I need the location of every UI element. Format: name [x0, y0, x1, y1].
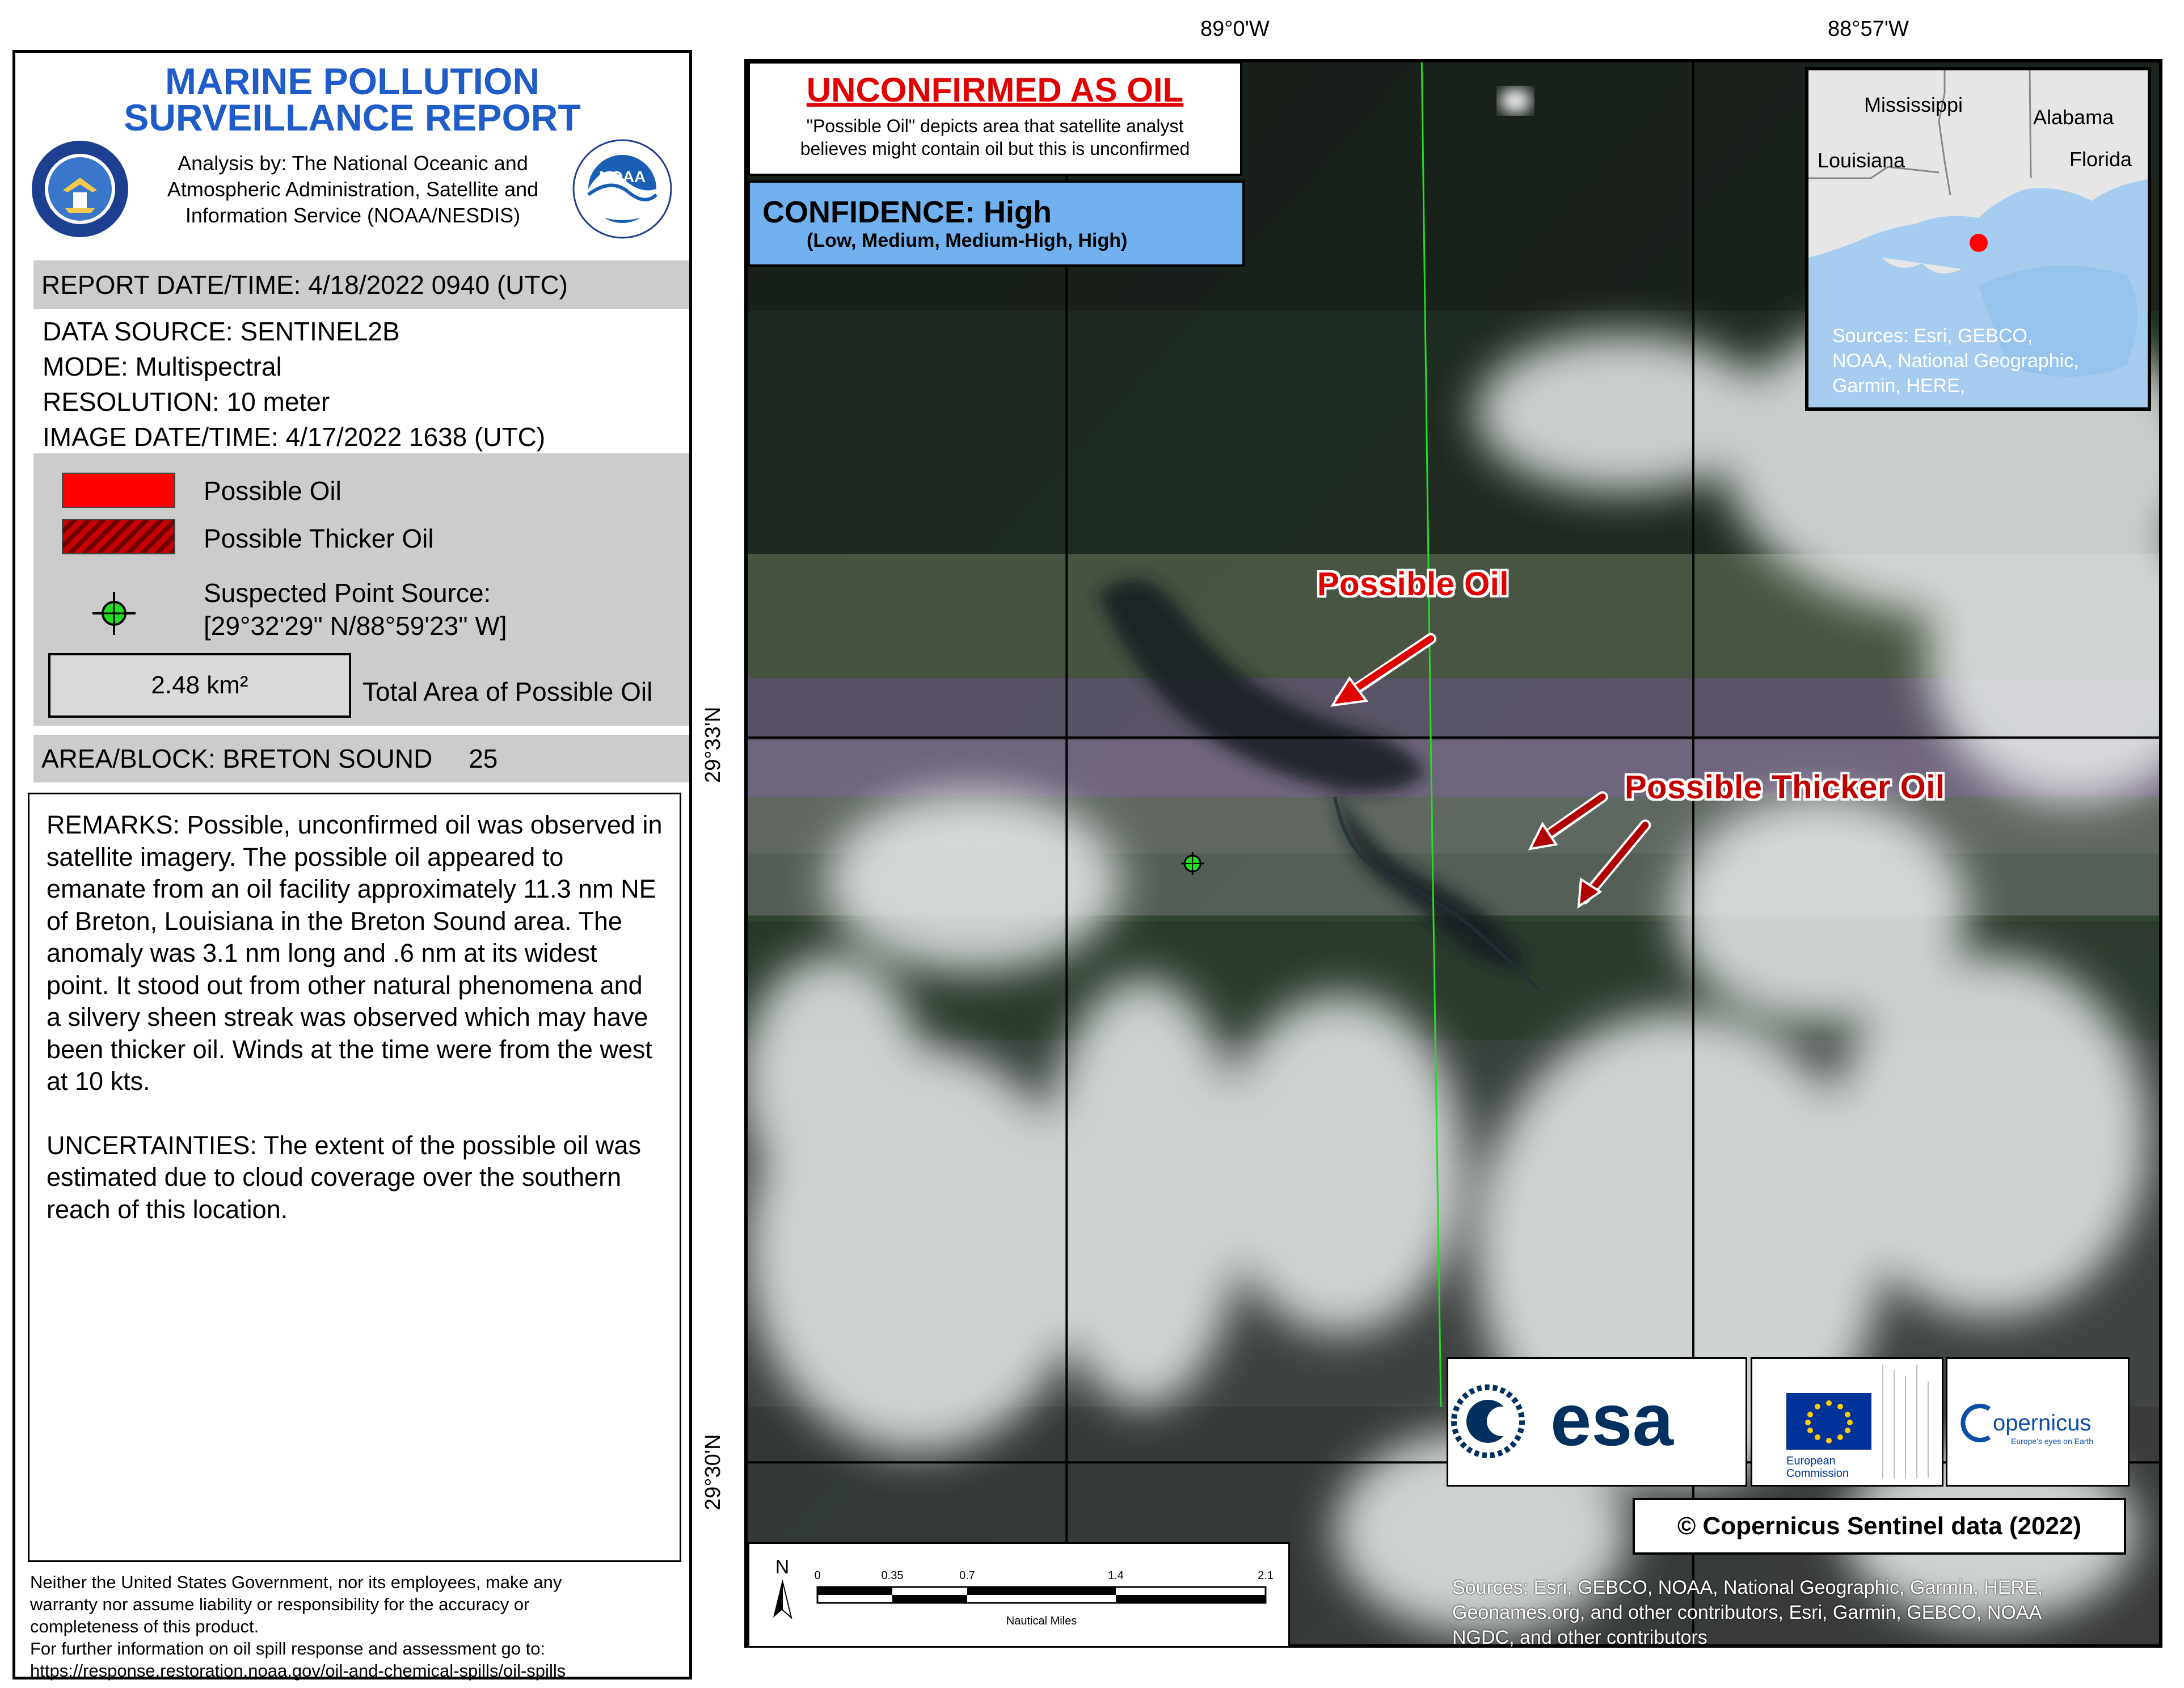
- disclaimer: [30, 1571, 682, 1682]
- disclaimer-line: For further information on oil spill response and assessment go to:: [30, 1639, 546, 1658]
- ec-logo-line1: European: [1786, 1455, 1836, 1467]
- lat-label-29-30: 29°30'N: [701, 1434, 725, 1510]
- esa-logo-text: esa: [1550, 1378, 1673, 1461]
- copernicus-logo-graphic: [1947, 1359, 2128, 1485]
- noaa-logo-text: NOAA: [598, 168, 646, 186]
- copernicus-logo: [1946, 1357, 2130, 1487]
- image-metadata: [43, 314, 545, 454]
- area-block: [33, 735, 689, 782]
- unconfirmed-notice: [748, 61, 1242, 176]
- ec-logo-graphic: [1752, 1359, 1942, 1485]
- possible-thicker-oil-callout: Possible Thicker Oil: [1625, 769, 1945, 806]
- total-area-value: 2.48 km²: [48, 653, 351, 718]
- european-commission-logo: [1751, 1357, 1943, 1487]
- thicker-oil-swatch: [62, 519, 175, 554]
- crosshair-icon: [90, 590, 138, 637]
- total-area-label: Total Area of Possible Oil: [362, 677, 653, 706]
- inset-sources-line: NOAA, National Geographic,: [1832, 350, 2079, 372]
- point-source-label: Suspected Point Source:: [204, 578, 491, 608]
- disclaimer-line: Neither the United States Government, nor its employees, make any: [30, 1572, 562, 1592]
- area-block-text: AREA/BLOCK: BRETON SOUND 25: [41, 744, 498, 773]
- confidence-panel: [748, 180, 1245, 267]
- inset-label-florida: Florida: [2069, 148, 2132, 171]
- point-source-coords: [29°32'29" N/88°59'23" W]: [204, 611, 507, 641]
- scale-units: Nautical Miles: [1006, 1615, 1077, 1627]
- scale-tick-0: 0: [814, 1569, 821, 1582]
- inset-sources-line: Sources: Esri, GEBCO,: [1832, 325, 2033, 347]
- inset-label-louisiana: Louisiana: [1818, 149, 1905, 172]
- analysis-line: Information Service (NOAA/NESDIS): [185, 204, 521, 227]
- noaa-logo-icon: [571, 138, 673, 240]
- remarks: [28, 793, 681, 1562]
- confidence-title: CONFIDENCE: High: [762, 195, 1052, 229]
- unconfirmed-note: [750, 115, 1240, 160]
- analysis-line: Analysis by: The National Oceanic and: [178, 151, 528, 175]
- unconfirmed-note-line: believes might contain oil but this is unconfirmed: [800, 138, 1190, 159]
- scale-tick-4: 2.1: [1258, 1569, 1274, 1582]
- inset-sources: [1832, 323, 2139, 398]
- mode: MODE: Multispectral: [43, 352, 282, 381]
- locator-inset-map[interactable]: [1805, 67, 2151, 411]
- lon-label-89-0: 89°0'W: [1200, 17, 1270, 41]
- unconfirmed-note-line: "Possible Oil" depicts area that satellite analyst: [806, 116, 1184, 136]
- report-datetime: REPORT DATE/TIME: 4/18/2022 0940 (UTC): [33, 260, 689, 309]
- map-sources-line: Sources: Esri, GEBCO, NOAA, National Geographic, Garmin, HERE,: [1452, 1577, 2043, 1598]
- department-of-commerce-seal-icon: [29, 138, 131, 240]
- inset-sources-line: Garmin, HERE,: [1832, 375, 1966, 397]
- scale-bar: [748, 1542, 1290, 1648]
- remarks-text: REMARKS: Possible, unconfirmed oil was observed in satellite imagery. The possible oil appeared to emanate from an oil facility approximately 11.3 nm NE of Breton, Louisiana in the Breton Sound area. The anomaly was 3.1 nm long and .6 nm at its widest point. It stood out from other natural phenomena and a silvery sheen streak was observed which may have been thicker oil. Winds at the time were from the west at 10 kts.: [47, 810, 663, 1096]
- report-title-line2: SURVEILLANCE REPORT: [124, 96, 581, 138]
- inset-location-marker: [1970, 234, 1988, 252]
- lat-label-29-33: 29°33'N: [701, 706, 725, 783]
- inset-label-mississippi: Mississippi: [1864, 93, 1963, 116]
- copernicus-tagline: Europe's eyes on Earth: [2011, 1437, 2094, 1446]
- north-arrow-label: N: [775, 1556, 790, 1578]
- map-sources-line: NGDC, and other contributors: [1452, 1627, 1707, 1648]
- possible-oil-callout: Possible Oil: [1317, 566, 1509, 603]
- copernicus-logo-text: opernicus: [1993, 1411, 2092, 1436]
- scale-tick-2: 0.7: [959, 1569, 975, 1582]
- unconfirmed-title: UNCONFIRMED AS OIL: [806, 71, 1184, 109]
- info-link[interactable]: https://response.restoration.noaa.gov/oil-and-chemical-spills/oil-spills: [30, 1661, 566, 1681]
- map-sources: [1452, 1575, 2150, 1650]
- report-panel: [12, 50, 692, 1679]
- map-sources-line: Geonames.org, and other contributors, Esri, Garmin, GEBCO, NOAA: [1452, 1602, 2042, 1623]
- uncertainties-text: UNCERTAINTIES: The extent of the possible oil was estimated due to cloud coverage over the southern reach of this location.: [47, 1130, 641, 1224]
- inset-label-alabama: Alabama: [2033, 106, 2114, 129]
- analysis-credit: [134, 150, 571, 229]
- disclaimer-line: warranty nor assume liability or responsibility for the accuracy or: [30, 1594, 530, 1614]
- esa-logo-graphic: [1448, 1359, 1745, 1485]
- ec-logo-line2: Commission: [1786, 1467, 1849, 1480]
- report-title: [15, 60, 689, 138]
- report-title-line1: MARINE POLLUTION: [165, 60, 539, 102]
- image-datetime: IMAGE DATE/TIME: 4/17/2022 1638 (UTC): [43, 422, 546, 452]
- lon-label-88-57: 88°57'W: [1828, 17, 1909, 41]
- analysis-line: Atmospheric Administration, Satellite and: [167, 178, 539, 201]
- scale-tick-3: 1.4: [1108, 1569, 1124, 1582]
- possible-oil-label: Possible Oil: [204, 476, 341, 506]
- data-source: DATA SOURCE: SENTINEL2B: [43, 317, 400, 346]
- scale-tick-1: 0.35: [881, 1569, 904, 1582]
- resolution: RESOLUTION: 10 meter: [43, 387, 330, 416]
- thicker-oil-label: Possible Thicker Oil: [204, 524, 434, 553]
- esa-logo: [1447, 1357, 1747, 1487]
- disclaimer-line: completeness of this product.: [30, 1617, 259, 1636]
- scale-bar-graphic: [749, 1544, 1288, 1646]
- legend: [33, 453, 689, 726]
- possible-oil-swatch: [62, 473, 175, 508]
- confidence-scale: (Low, Medium, Medium-High, High): [807, 230, 1128, 251]
- copyright-notice: © Copernicus Sentinel data (2022): [1633, 1498, 2126, 1555]
